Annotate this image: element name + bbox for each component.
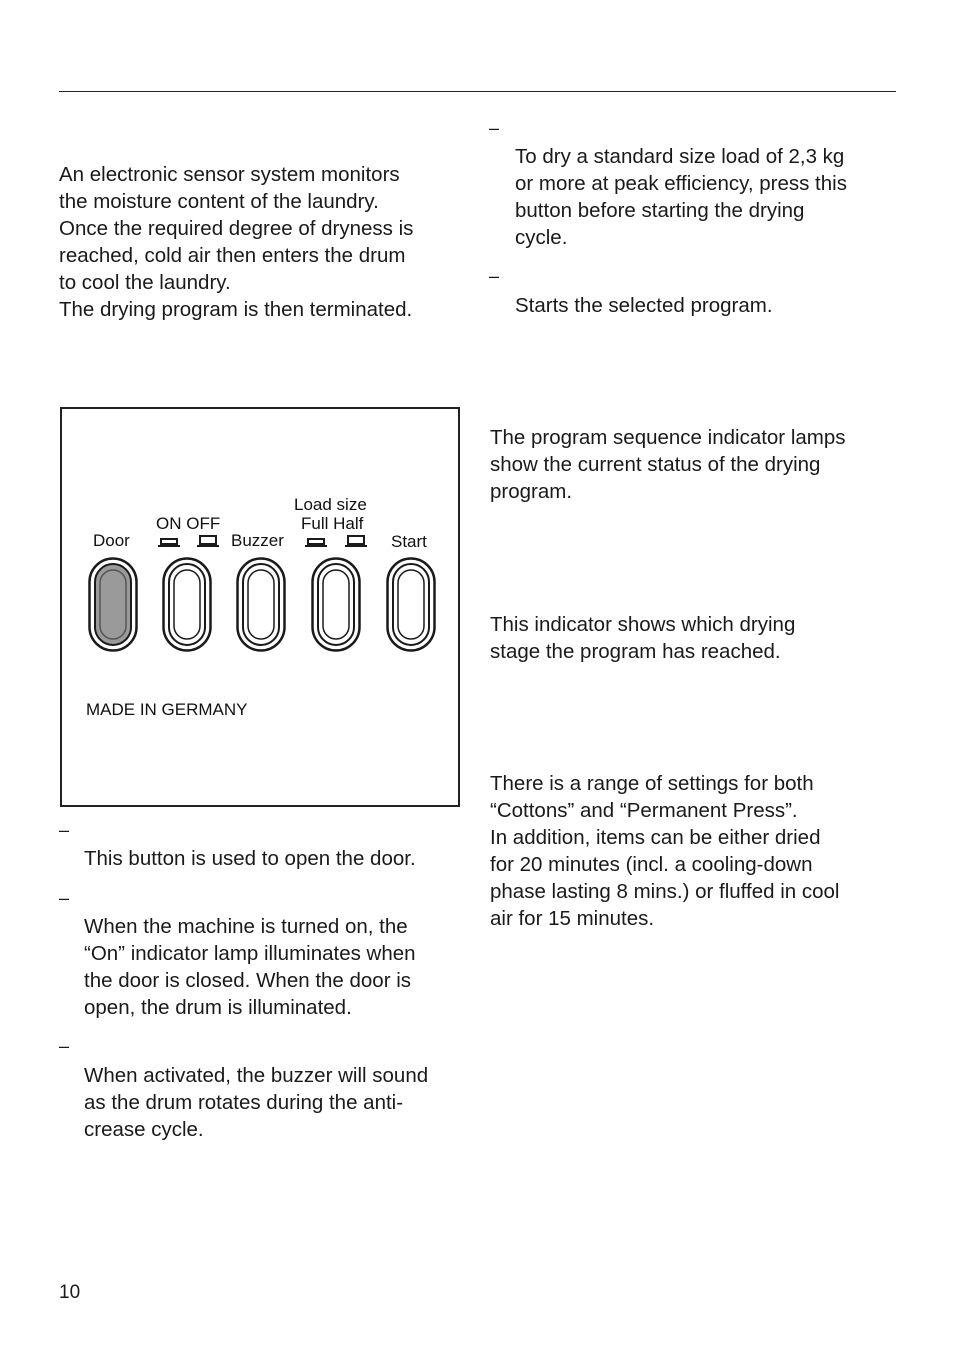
header-rule bbox=[59, 91, 896, 92]
load-size-button bbox=[311, 557, 361, 652]
on-off-button-description: When the machine is turned on, the “On” indicator lamp illuminates when the door is closed. When the door is open, the drum is illuminated. bbox=[84, 915, 416, 1019]
switch-pressed-icon bbox=[304, 535, 328, 549]
start-button-description: Starts the selected program. bbox=[515, 294, 773, 317]
door-label: Door bbox=[93, 531, 130, 550]
buzzer-button-description: When activated, the buzzer will sound as the drum rotates during the anti- crease cycle. bbox=[84, 1064, 429, 1141]
list-marker: – bbox=[489, 266, 500, 286]
buzzer-label: Buzzer bbox=[231, 531, 284, 550]
door-button bbox=[88, 557, 138, 652]
list-marker: – bbox=[59, 820, 70, 840]
door-button-description: This button is used to open the door. bbox=[84, 847, 416, 870]
switch-pressed-icon bbox=[157, 535, 181, 549]
settings-paragraph: There is a range of settings for both “Cottons” and “Permanent Press”. In addition, items can be either dried for 20 minutes (incl. a cooling-down phase lasting 8 mins.) or fluffed in cool air for 15 minutes. bbox=[490, 772, 840, 930]
control-panel-illustration bbox=[60, 407, 460, 807]
load-size-label: Load size bbox=[294, 495, 367, 514]
switch-released-icon bbox=[196, 535, 220, 549]
list-marker: – bbox=[489, 118, 500, 138]
made-in-germany-label: MADE IN GERMANY bbox=[86, 700, 248, 719]
switch-released-icon bbox=[344, 535, 368, 549]
buzzer-button bbox=[236, 557, 286, 652]
page-number: 10 bbox=[59, 1282, 81, 1303]
list-marker: – bbox=[59, 1036, 70, 1056]
load-size-button-description: To dry a standard size load of 2,3 kg or more at peak efficiency, press this button before starting the drying cycle. bbox=[515, 145, 847, 249]
list-marker: – bbox=[59, 888, 70, 908]
on-off-button bbox=[162, 557, 212, 652]
start-label: Start bbox=[391, 532, 427, 551]
drying-stage-paragraph: This indicator shows which drying stage the program has reached. bbox=[490, 613, 796, 663]
intro-paragraph: An electronic sensor system monitors the moisture content of the laundry. Once the required degree of dryness is reached, cold air then enters the drum to cool the laundry. The drying program is then terminated. bbox=[59, 163, 414, 321]
start-button bbox=[386, 557, 436, 652]
indicator-lamps-paragraph: The program sequence indicator lamps show the current status of the drying program. bbox=[490, 426, 846, 503]
full-half-label: Full Half bbox=[301, 514, 364, 533]
on-off-label: ON OFF bbox=[156, 514, 221, 533]
